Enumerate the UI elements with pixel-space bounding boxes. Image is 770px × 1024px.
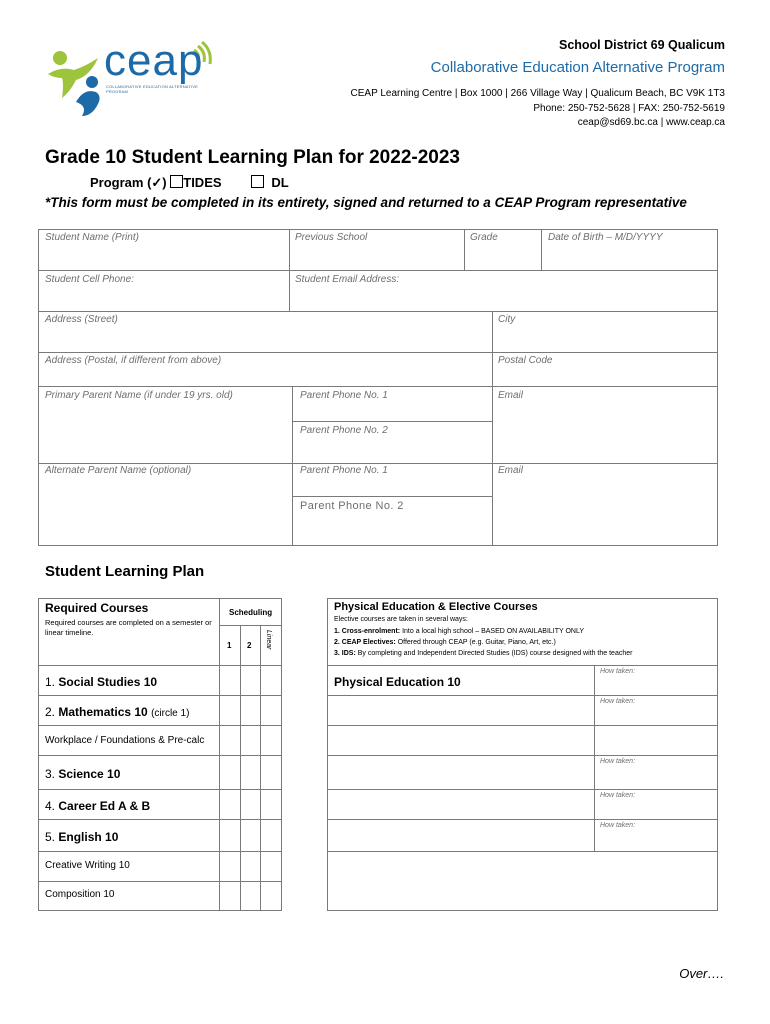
parent-phone-1-field[interactable]: Parent Phone No. 1 (300, 390, 388, 401)
schedule-col-2: 2 (247, 641, 252, 650)
alt-parent-phone-1-field[interactable]: Parent Phone No. 1 (300, 465, 388, 476)
email-line: ceap@sd69.bc.ca | www.ceap.ca (577, 117, 725, 128)
program-name: Collaborative Education Alternative Program (430, 59, 725, 76)
address-line: CEAP Learning Centre | Box 1000 | 266 Village Way | Qualicum Beach, BC V9K 1T3 (350, 88, 725, 99)
pe-item-3: 3. IDS: By completing and Independent Directed Studies (IDS) course designed with the teacher (334, 650, 633, 657)
course-row: Workplace / Foundations & Pre-calc (45, 735, 205, 746)
logo-text: ceap (104, 36, 204, 85)
pe-title: Physical Education & Elective Courses (334, 601, 538, 613)
tides-label: TIDES (183, 175, 222, 190)
scheduling-header: Scheduling (229, 608, 273, 617)
course-row: 4. Career Ed A & B (45, 799, 151, 813)
required-courses-title: Required Courses (45, 601, 149, 615)
how-taken-label: How taken: (600, 792, 636, 799)
grade-field[interactable]: Grade (470, 232, 498, 243)
pe-item-2: 2. CEAP Electives: Offered through CEAP (e.g. Guitar, Piano, Art, etc.) (334, 639, 556, 646)
alt-parent-phone-2-field[interactable]: Parent Phone No. 2 (300, 500, 404, 512)
schedule-col-1: 1 (227, 641, 232, 650)
district-name: School District 69 Qualicum (558, 38, 725, 52)
course-row: Composition 10 (45, 889, 115, 900)
slp-heading: Student Learning Plan (45, 563, 205, 580)
pe-item-1: 1. Cross-enrolment: Into a local high school – BASED ON AVAILABILITY ONLY (334, 628, 585, 635)
ceap-logo (46, 36, 221, 118)
logo-subtext: COLLABORATIVE EDUCATION ALTERNATIVE PROGRAM (106, 84, 199, 94)
postal-code-field[interactable]: Postal Code (498, 355, 553, 366)
address-street-field[interactable]: Address (Street) (45, 314, 118, 325)
course-row: 2. Mathematics 10 (circle 1) (45, 705, 190, 719)
required-courses-desc: Required courses are completed on a semester or linear timeline. (45, 618, 212, 637)
schedule-col-linear: Linear (265, 630, 272, 650)
course-row: 5. English 10 (45, 830, 119, 844)
pe-course: Physical Education 10 (334, 675, 461, 689)
email-field[interactable]: Email (498, 390, 524, 401)
address-postal-field[interactable]: Address (Postal, if different from above) (45, 355, 222, 366)
phone-line: Phone: 250-752-5628 | FAX: 250-752-5619 (533, 103, 725, 114)
alternate-parent-field[interactable]: Alternate Parent Name (optional) (45, 465, 192, 476)
how-taken-label: How taken: (600, 668, 636, 675)
program-label: Program (✓) (90, 175, 167, 190)
email-address-field[interactable]: Student Email Address: (295, 274, 400, 285)
footer-over: Over…. (679, 966, 724, 981)
how-taken-label: How taken: (600, 698, 636, 705)
notice-text: *This form must be completed in its entirety, signed and returned to a CEAP Program representative (45, 195, 687, 210)
student-name-field[interactable]: Student Name (Print) (45, 232, 139, 243)
dl-label: DL (271, 175, 289, 190)
how-taken-label: How taken: (600, 758, 636, 765)
previous-school-field[interactable]: Previous School (295, 232, 368, 243)
city-field[interactable]: City (498, 314, 516, 325)
page-title: Grade 10 Student Learning Plan for 2022-2023 (45, 147, 460, 168)
dl-checkbox[interactable] (251, 175, 264, 188)
cell-phone-field[interactable]: Student Cell Phone: (45, 274, 134, 285)
tides-checkbox[interactable] (170, 175, 183, 188)
pe-desc: Elective courses are taken in several ways: (334, 616, 468, 623)
how-taken-label: How taken: (600, 822, 636, 829)
course-row: 3. Science 10 (45, 767, 121, 781)
primary-parent-field[interactable]: Primary Parent Name (if under 19 yrs. old) (45, 390, 233, 401)
course-row: 1. Social Studies 10 (45, 675, 158, 689)
parent-phone-2-field[interactable]: Parent Phone No. 2 (300, 425, 388, 436)
dob-field[interactable]: Date of Birth – M/D/YYYY (548, 232, 663, 243)
course-row: Creative Writing 10 (45, 860, 130, 871)
program-selector (90, 175, 289, 191)
alt-email-field[interactable]: Email (498, 465, 524, 476)
